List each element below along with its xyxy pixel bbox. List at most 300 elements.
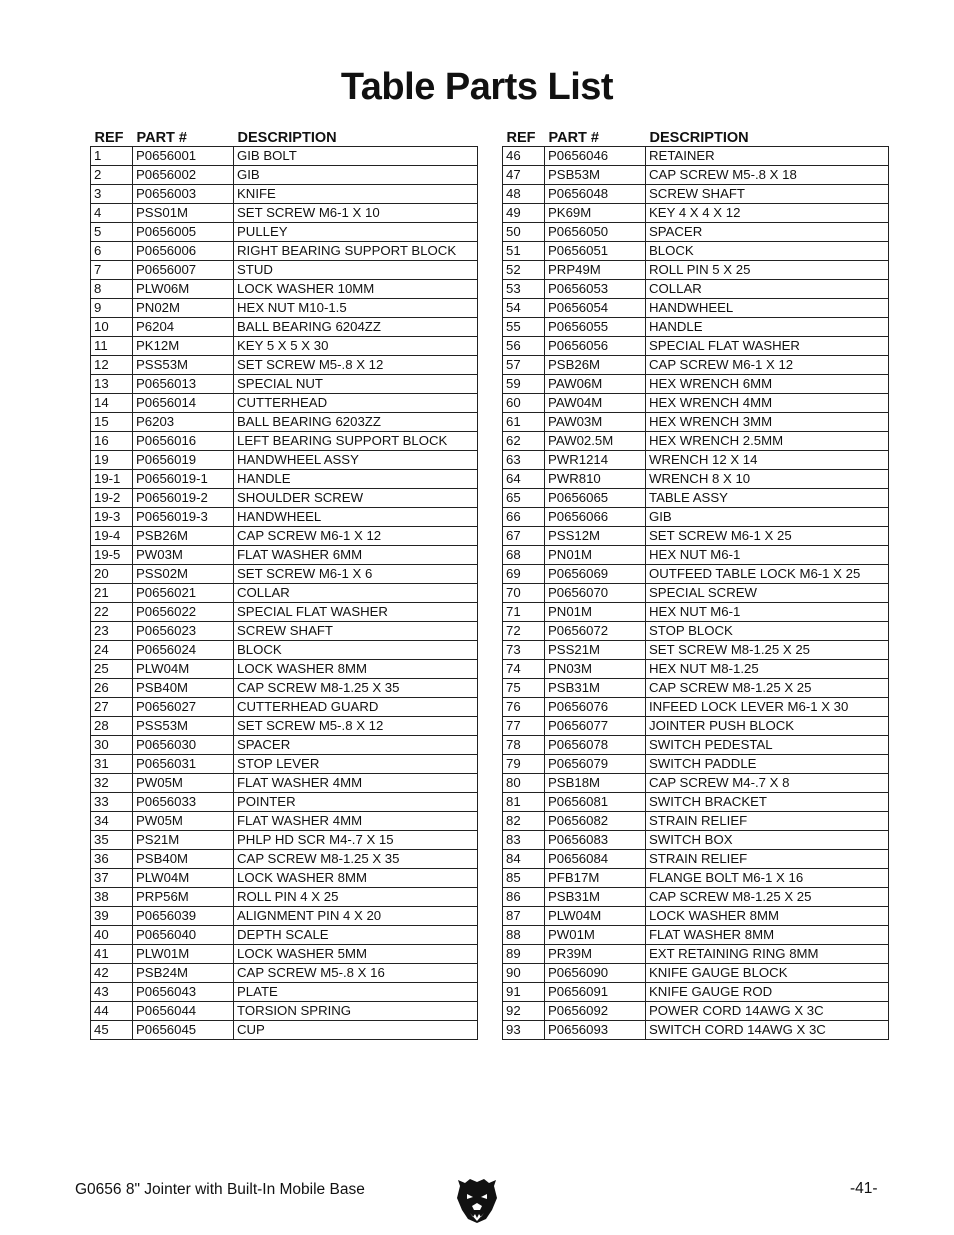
description-cell: TORSION SPRING xyxy=(234,1002,478,1021)
part-number-cell: P0656082 xyxy=(545,812,646,831)
part-number-cell: P0656033 xyxy=(133,793,234,812)
description-cell: HEX WRENCH 4MM xyxy=(646,394,889,413)
table-row xyxy=(503,337,889,356)
part-number-cell: P0656023 xyxy=(133,622,234,641)
table-row xyxy=(503,698,889,717)
part-number-cell: P0656002 xyxy=(133,166,234,185)
part-number-cell: P0656001 xyxy=(133,147,234,166)
table-row xyxy=(503,565,889,584)
ref-cell: 56 xyxy=(503,337,545,356)
table-row xyxy=(503,166,889,185)
ref-cell: 48 xyxy=(503,185,545,204)
table-row xyxy=(91,888,478,907)
table-row xyxy=(503,394,889,413)
description-column-header: DESCRIPTION xyxy=(649,130,749,146)
part-number-cell: P0656040 xyxy=(133,926,234,945)
part-number-cell: PAW02.5M xyxy=(545,432,646,451)
ref-cell: 15 xyxy=(91,413,133,432)
description-cell: TABLE ASSY xyxy=(646,489,889,508)
part-number-cell: P0656043 xyxy=(133,983,234,1002)
table-row xyxy=(503,546,889,565)
ref-column-header: REF xyxy=(506,130,536,146)
table-row xyxy=(91,318,478,337)
description-cell: HANDWHEEL ASSY xyxy=(234,451,478,470)
table-row xyxy=(91,166,478,185)
ref-cell: 53 xyxy=(503,280,545,299)
ref-cell: 41 xyxy=(91,945,133,964)
table-row xyxy=(91,280,478,299)
description-cell: HANDWHEEL xyxy=(234,508,478,527)
table-row xyxy=(503,584,889,603)
part-number-cell: PR39M xyxy=(545,945,646,964)
part-number-cell: PSB31M xyxy=(545,679,646,698)
ref-cell: 86 xyxy=(503,888,545,907)
description-cell: WRENCH 12 X 14 xyxy=(646,451,889,470)
part-number-cell: P0656045 xyxy=(133,1021,234,1040)
part-number-cell: P0656024 xyxy=(133,641,234,660)
ref-cell: 8 xyxy=(91,280,133,299)
description-cell: LOCK WASHER 8MM xyxy=(646,907,889,926)
description-cell: SCREW SHAFT xyxy=(646,185,889,204)
parts-table-right xyxy=(502,124,889,1040)
ref-cell: 19 xyxy=(91,451,133,470)
table-row xyxy=(503,793,889,812)
part-number-cell: P0656091 xyxy=(545,983,646,1002)
description-cell: FLAT WASHER 4MM xyxy=(234,812,478,831)
part-number-cell: PSS12M xyxy=(545,527,646,546)
table-row xyxy=(503,660,889,679)
description-cell: HANDLE xyxy=(646,318,889,337)
part-number-cell: P0656070 xyxy=(545,584,646,603)
table-row xyxy=(91,603,478,622)
table-row xyxy=(503,869,889,888)
part-number-cell: PSS53M xyxy=(133,356,234,375)
ref-cell: 44 xyxy=(91,1002,133,1021)
part-number-cell: P0656081 xyxy=(545,793,646,812)
part-number-cell: P0656030 xyxy=(133,736,234,755)
parts-table-left xyxy=(90,124,478,1040)
description-cell: HEX NUT M6-1 xyxy=(646,546,889,565)
ref-cell: 34 xyxy=(91,812,133,831)
description-cell: STRAIN RELIEF xyxy=(646,812,889,831)
description-cell: LOCK WASHER 8MM xyxy=(234,660,478,679)
table-row xyxy=(91,736,478,755)
table-row xyxy=(91,261,478,280)
ref-cell: 63 xyxy=(503,451,545,470)
page-title: Table Parts List xyxy=(340,66,614,108)
ref-cell: 51 xyxy=(503,242,545,261)
description-cell: SWITCH PADDLE xyxy=(646,755,889,774)
description-cell: OUTFEED TABLE LOCK M6-1 X 25 xyxy=(646,565,889,584)
table-row xyxy=(91,470,478,489)
table-row xyxy=(91,850,478,869)
part-number-cell: P0656076 xyxy=(545,698,646,717)
ref-cell: 20 xyxy=(91,565,133,584)
table-row xyxy=(503,679,889,698)
description-cell: CAP SCREW M5-.8 X 18 xyxy=(646,166,889,185)
part-number-cell: P0656054 xyxy=(545,299,646,318)
ref-cell: 71 xyxy=(503,603,545,622)
description-cell: SPACER xyxy=(646,223,889,242)
table-row xyxy=(91,907,478,926)
ref-cell: 22 xyxy=(91,603,133,622)
description-cell: CAP SCREW M8-1.25 X 35 xyxy=(234,850,478,869)
table-row xyxy=(503,508,889,527)
ref-cell: 55 xyxy=(503,318,545,337)
table-row xyxy=(503,318,889,337)
part-number-cell: P0656055 xyxy=(545,318,646,337)
part-number-cell: P0656066 xyxy=(545,508,646,527)
table-row xyxy=(503,736,889,755)
table-row xyxy=(91,299,478,318)
table-row xyxy=(91,394,478,413)
table-row xyxy=(91,641,478,660)
ref-cell: 10 xyxy=(91,318,133,337)
ref-cell: 16 xyxy=(91,432,133,451)
part-number-cell: PSB26M xyxy=(133,527,234,546)
description-cell: CUTTERHEAD xyxy=(234,394,478,413)
part-number-cell: P0656093 xyxy=(545,1021,646,1040)
part-number-cell: P0656084 xyxy=(545,850,646,869)
description-cell: LOCK WASHER 8MM xyxy=(234,869,478,888)
parts-table-left-body xyxy=(91,147,478,1040)
description-cell: SWITCH PEDESTAL xyxy=(646,736,889,755)
ref-cell: 27 xyxy=(91,698,133,717)
description-cell: CAP SCREW M8-1.25 X 25 xyxy=(646,679,889,698)
table-row xyxy=(503,888,889,907)
ref-cell: 79 xyxy=(503,755,545,774)
part-number-cell: PSS02M xyxy=(133,565,234,584)
ref-cell: 83 xyxy=(503,831,545,850)
table-row xyxy=(503,641,889,660)
table-row xyxy=(91,812,478,831)
ref-cell: 62 xyxy=(503,432,545,451)
ref-cell: 45 xyxy=(91,1021,133,1040)
table-row xyxy=(91,622,478,641)
part-number-cell: P0656021 xyxy=(133,584,234,603)
description-cell: BALL BEARING 6204ZZ xyxy=(234,318,478,337)
description-cell: SET SCREW M6-1 X 6 xyxy=(234,565,478,584)
description-cell: HEX WRENCH 2.5MM xyxy=(646,432,889,451)
ref-cell: 72 xyxy=(503,622,545,641)
table-row xyxy=(91,1002,478,1021)
ref-cell: 19-1 xyxy=(91,470,133,489)
part-number-cell: P6204 xyxy=(133,318,234,337)
part-number-cell: PRP49M xyxy=(545,261,646,280)
table-row xyxy=(503,375,889,394)
table-header-row xyxy=(91,124,478,147)
ref-cell: 54 xyxy=(503,299,545,318)
ref-cell: 13 xyxy=(91,375,133,394)
table-row xyxy=(503,831,889,850)
part-number-cell: PSB53M xyxy=(545,166,646,185)
ref-cell: 64 xyxy=(503,470,545,489)
part-number-cell: P0656019-3 xyxy=(133,508,234,527)
table-row xyxy=(91,489,478,508)
description-cell: CAP SCREW M6-1 X 12 xyxy=(646,356,889,375)
description-cell: SET SCREW M6-1 X 10 xyxy=(234,204,478,223)
description-cell: CAP SCREW M4-.7 X 8 xyxy=(646,774,889,793)
ref-cell: 23 xyxy=(91,622,133,641)
description-cell: BALL BEARING 6203ZZ xyxy=(234,413,478,432)
description-cell: SPACER xyxy=(234,736,478,755)
description-cell: INFEED LOCK LEVER M6-1 X 30 xyxy=(646,698,889,717)
parts-table-right-body xyxy=(503,147,889,1040)
part-number-cell: PSS53M xyxy=(133,717,234,736)
description-cell: POINTER xyxy=(234,793,478,812)
ref-cell: 26 xyxy=(91,679,133,698)
ref-cell: 52 xyxy=(503,261,545,280)
part-number-cell: P0656083 xyxy=(545,831,646,850)
table-row xyxy=(91,413,478,432)
part-number-cell: PSB40M xyxy=(133,679,234,698)
part-number-cell: P0656039 xyxy=(133,907,234,926)
part-number-cell: P0656031 xyxy=(133,755,234,774)
table-row xyxy=(91,337,478,356)
table-row xyxy=(503,261,889,280)
table-row xyxy=(503,242,889,261)
table-row xyxy=(91,945,478,964)
part-number-cell: PFB17M xyxy=(545,869,646,888)
description-cell: PLATE xyxy=(234,983,478,1002)
ref-cell: 90 xyxy=(503,964,545,983)
description-cell: PHLP HD SCR M4-.7 X 15 xyxy=(234,831,478,850)
part-column-header: PART # xyxy=(136,130,187,146)
part-number-cell: P0656019 xyxy=(133,451,234,470)
ref-cell: 12 xyxy=(91,356,133,375)
ref-cell: 5 xyxy=(91,223,133,242)
ref-cell: 30 xyxy=(91,736,133,755)
table-row xyxy=(503,223,889,242)
part-number-cell: P0656051 xyxy=(545,242,646,261)
table-row xyxy=(503,489,889,508)
ref-cell: 67 xyxy=(503,527,545,546)
table-row xyxy=(503,622,889,641)
part-number-cell: PAW03M xyxy=(545,413,646,432)
description-cell: CAP SCREW M8-1.25 X 35 xyxy=(234,679,478,698)
description-cell: EXT RETAINING RING 8MM xyxy=(646,945,889,964)
description-cell: PULLEY xyxy=(234,223,478,242)
description-cell: LOCK WASHER 10MM xyxy=(234,280,478,299)
part-number-cell: P0656072 xyxy=(545,622,646,641)
part-number-cell: PSB26M xyxy=(545,356,646,375)
ref-cell: 28 xyxy=(91,717,133,736)
part-number-cell: P0656065 xyxy=(545,489,646,508)
part-number-cell: P0656006 xyxy=(133,242,234,261)
part-number-cell: P0656079 xyxy=(545,755,646,774)
description-cell: SWITCH BOX xyxy=(646,831,889,850)
description-cell: SPECIAL NUT xyxy=(234,375,478,394)
description-cell: HANDWHEEL xyxy=(646,299,889,318)
ref-cell: 38 xyxy=(91,888,133,907)
table-row xyxy=(503,185,889,204)
part-number-cell: PN02M xyxy=(133,299,234,318)
description-cell: KNIFE GAUGE ROD xyxy=(646,983,889,1002)
description-cell: SET SCREW M8-1.25 X 25 xyxy=(646,641,889,660)
description-cell: STOP LEVER xyxy=(234,755,478,774)
ref-cell: 31 xyxy=(91,755,133,774)
table-row xyxy=(503,603,889,622)
part-number-cell: PWR1214 xyxy=(545,451,646,470)
table-row xyxy=(91,964,478,983)
ref-cell: 76 xyxy=(503,698,545,717)
table-row xyxy=(91,223,478,242)
ref-cell: 93 xyxy=(503,1021,545,1040)
description-cell: LEFT BEARING SUPPORT BLOCK xyxy=(234,432,478,451)
table-row xyxy=(91,451,478,470)
ref-cell: 85 xyxy=(503,869,545,888)
description-cell: HEX WRENCH 3MM xyxy=(646,413,889,432)
part-number-cell: P0656048 xyxy=(545,185,646,204)
table-row xyxy=(503,451,889,470)
ref-cell: 39 xyxy=(91,907,133,926)
description-cell: SET SCREW M5-.8 X 12 xyxy=(234,356,478,375)
description-cell: KEY 5 X 5 X 30 xyxy=(234,337,478,356)
ref-cell: 19-5 xyxy=(91,546,133,565)
description-cell: RIGHT BEARING SUPPORT BLOCK xyxy=(234,242,478,261)
description-cell: BLOCK xyxy=(234,641,478,660)
table-row xyxy=(503,850,889,869)
table-row xyxy=(503,926,889,945)
part-number-cell: PSS21M xyxy=(545,641,646,660)
part-number-cell: P0656046 xyxy=(545,147,646,166)
table-row xyxy=(503,755,889,774)
part-number-cell: P0656053 xyxy=(545,280,646,299)
description-cell: GIB BOLT xyxy=(234,147,478,166)
description-cell: WRENCH 8 X 10 xyxy=(646,470,889,489)
description-cell: CUTTERHEAD GUARD xyxy=(234,698,478,717)
ref-cell: 84 xyxy=(503,850,545,869)
part-number-cell: PLW01M xyxy=(133,945,234,964)
table-row xyxy=(503,812,889,831)
description-cell: DEPTH SCALE xyxy=(234,926,478,945)
ref-cell: 77 xyxy=(503,717,545,736)
part-number-cell: PSB31M xyxy=(545,888,646,907)
table-row xyxy=(503,945,889,964)
description-cell: SPECIAL SCREW xyxy=(646,584,889,603)
description-cell: CUP xyxy=(234,1021,478,1040)
description-cell: STUD xyxy=(234,261,478,280)
ref-cell: 78 xyxy=(503,736,545,755)
ref-cell: 11 xyxy=(91,337,133,356)
ref-cell: 21 xyxy=(91,584,133,603)
part-number-cell: P0656019-2 xyxy=(133,489,234,508)
description-cell: RETAINER xyxy=(646,147,889,166)
ref-cell: 43 xyxy=(91,983,133,1002)
ref-cell: 9 xyxy=(91,299,133,318)
description-cell: KEY 4 X 4 X 12 xyxy=(646,204,889,223)
ref-cell: 73 xyxy=(503,641,545,660)
description-cell: SHOULDER SCREW xyxy=(234,489,478,508)
table-row xyxy=(91,774,478,793)
description-cell: STOP BLOCK xyxy=(646,622,889,641)
table-row xyxy=(503,470,889,489)
description-cell: SWITCH BRACKET xyxy=(646,793,889,812)
table-row xyxy=(503,1002,889,1021)
ref-cell: 19-3 xyxy=(91,508,133,527)
part-number-cell: P0656013 xyxy=(133,375,234,394)
ref-cell: 3 xyxy=(91,185,133,204)
description-cell: FLANGE BOLT M6-1 X 16 xyxy=(646,869,889,888)
ref-cell: 65 xyxy=(503,489,545,508)
description-cell: KNIFE xyxy=(234,185,478,204)
description-cell: HANDLE xyxy=(234,470,478,489)
footer-text: G0656 8" Jointer with Built-In Mobile Base xyxy=(75,1181,365,1198)
table-row xyxy=(91,432,478,451)
ref-cell: 69 xyxy=(503,565,545,584)
ref-column-header: REF xyxy=(94,130,124,146)
table-row xyxy=(91,793,478,812)
part-number-cell: PAW06M xyxy=(545,375,646,394)
grizzly-bear-logo-icon xyxy=(456,1176,498,1224)
part-number-cell: P0656016 xyxy=(133,432,234,451)
ref-cell: 6 xyxy=(91,242,133,261)
part-number-cell: PLW04M xyxy=(545,907,646,926)
table-header-row xyxy=(503,124,889,147)
table-row xyxy=(91,755,478,774)
ref-cell: 82 xyxy=(503,812,545,831)
description-cell: POWER CORD 14AWG X 3C xyxy=(646,1002,889,1021)
part-number-cell: PW05M xyxy=(133,812,234,831)
part-number-cell: PSB40M xyxy=(133,850,234,869)
ref-cell: 66 xyxy=(503,508,545,527)
description-cell: COLLAR xyxy=(646,280,889,299)
part-number-cell: PLW04M xyxy=(133,660,234,679)
part-number-cell: P0656014 xyxy=(133,394,234,413)
description-cell: FLAT WASHER 4MM xyxy=(234,774,478,793)
table-row xyxy=(91,147,478,166)
table-row xyxy=(503,907,889,926)
part-number-cell: PS21M xyxy=(133,831,234,850)
description-cell: SPECIAL FLAT WASHER xyxy=(234,603,478,622)
table-row xyxy=(503,717,889,736)
description-cell: CAP SCREW M8-1.25 X 25 xyxy=(646,888,889,907)
ref-cell: 4 xyxy=(91,204,133,223)
description-cell: HEX NUT M6-1 xyxy=(646,603,889,622)
table-row xyxy=(91,926,478,945)
description-cell: BLOCK xyxy=(646,242,889,261)
description-cell: SET SCREW M6-1 X 25 xyxy=(646,527,889,546)
ref-cell: 49 xyxy=(503,204,545,223)
table-row xyxy=(91,584,478,603)
description-cell: SWITCH CORD 14AWG X 3C xyxy=(646,1021,889,1040)
page-number: -41- xyxy=(850,1180,878,1197)
part-number-cell: PK69M xyxy=(545,204,646,223)
description-cell: GIB xyxy=(646,508,889,527)
part-number-cell: P0656003 xyxy=(133,185,234,204)
table-row xyxy=(91,831,478,850)
ref-cell: 24 xyxy=(91,641,133,660)
table-row xyxy=(91,679,478,698)
ref-cell: 19-2 xyxy=(91,489,133,508)
ref-cell: 33 xyxy=(91,793,133,812)
description-cell: HEX WRENCH 6MM xyxy=(646,375,889,394)
description-cell: SCREW SHAFT xyxy=(234,622,478,641)
part-number-cell: PRP56M xyxy=(133,888,234,907)
part-number-cell: P0656019-1 xyxy=(133,470,234,489)
description-cell: ROLL PIN 5 X 25 xyxy=(646,261,889,280)
description-cell: SPECIAL FLAT WASHER xyxy=(646,337,889,356)
ref-cell: 68 xyxy=(503,546,545,565)
part-number-cell: PW05M xyxy=(133,774,234,793)
ref-cell: 1 xyxy=(91,147,133,166)
part-number-cell: PWR810 xyxy=(545,470,646,489)
table-row xyxy=(503,983,889,1002)
ref-cell: 32 xyxy=(91,774,133,793)
ref-cell: 47 xyxy=(503,166,545,185)
ref-cell: 75 xyxy=(503,679,545,698)
part-column-header: PART # xyxy=(548,130,599,146)
